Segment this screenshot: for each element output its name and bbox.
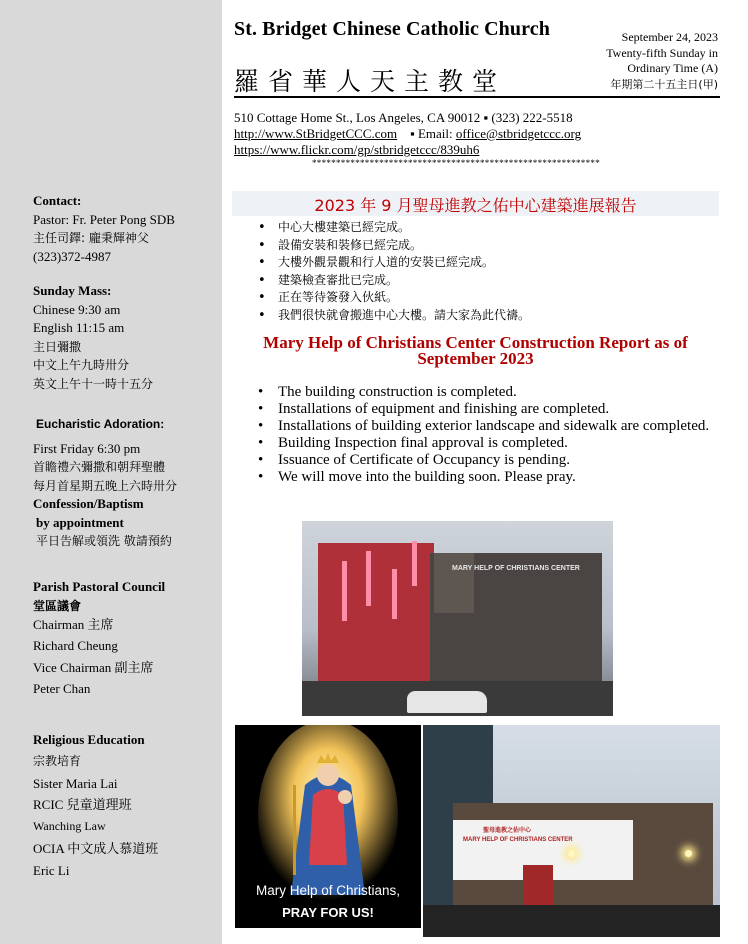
list-item: • 我們很快就會搬進中心大樓。請大家為此代禱。 xyxy=(258,307,530,325)
religious-heading: Religious Education xyxy=(33,732,145,747)
building-photo xyxy=(302,521,613,716)
list-item: • We will move into the building soon. Please pray. xyxy=(258,469,718,486)
mass-chinese-time: Chinese 9:30 am xyxy=(33,301,121,317)
holy-card-caption-1: Mary Help of Christians, xyxy=(255,883,401,898)
council-heading-cn: 堂區議會 xyxy=(33,598,82,613)
white-car xyxy=(407,691,487,713)
building-sign: MARY HELP OF CHRISTIANS CENTER xyxy=(452,565,580,572)
liturgical-day-1: Twenty-fifth Sunday in xyxy=(606,45,718,60)
address-block xyxy=(234,110,581,158)
ocia-label: OCIA 中文成人慕道班 xyxy=(33,840,159,856)
list-item: • 大樓外觀景觀和行人道的安裝已經完成。 xyxy=(258,254,530,272)
mass-cn-chinese-time: 中文上午九時卅分 xyxy=(33,358,130,372)
eric-name: Eric Li xyxy=(33,862,70,878)
list-item: • The building construction is completed. xyxy=(258,384,718,401)
holy-card-image xyxy=(235,725,421,928)
adoration-time: First Friday 6:30 pm xyxy=(33,440,141,456)
address-line: 510 Cottage Home St., Los Angeles, CA 90012 ▪ (323) 222-5518 xyxy=(234,110,573,125)
religious-heading-cn: 宗教培育 xyxy=(33,753,82,768)
bulletin-date: September 24, 2023 xyxy=(621,30,718,44)
pastor-name: Pastor: Fr. Peter Pong SDB xyxy=(33,211,175,227)
cn-report-title: 2023 年 9 月聖母進教之佑中心建築進展報告 xyxy=(314,196,637,215)
mass-cn-title: 主日彌撒 xyxy=(33,339,82,354)
window-light xyxy=(342,561,347,621)
church-name: St. Bridget Chinese Catholic Church xyxy=(234,18,550,40)
adoration-cn-1: 首瞻禮六彌撒和朝拜聖體 xyxy=(33,460,166,474)
sign-cn: 聖母進教之佑中心 xyxy=(483,828,532,834)
website-link[interactable]: http://www.StBridgetCCC.com xyxy=(234,126,398,141)
mass-english-time: English 11:15 am xyxy=(33,320,125,335)
mass-section xyxy=(33,282,219,393)
pastor-phone: (323)372-4987 xyxy=(33,248,111,264)
entrance-photo xyxy=(423,725,720,937)
window-light xyxy=(412,541,417,586)
date-block xyxy=(606,30,718,92)
contact-section xyxy=(33,192,219,266)
header-divider xyxy=(234,96,720,98)
list-item: • 中心大樓建築已經完成。 xyxy=(258,219,530,237)
window-light xyxy=(392,569,397,619)
flickr-link[interactable]: https://www.flickr.com/gp/stbridgetccc/839uh6 xyxy=(234,142,480,157)
council-heading: Parish Pastoral Council xyxy=(33,579,166,594)
religious-section xyxy=(33,729,219,882)
sign-en: MARY HELP OF CHRISTIANS CENTER xyxy=(463,837,573,843)
liturgical-day-2: Ordinary Time (A) xyxy=(627,61,718,75)
confession-cn: 平日告解或領洗 敬請預約 xyxy=(36,534,172,548)
cn-report-list xyxy=(258,219,530,324)
construction-fence xyxy=(423,905,720,937)
sister-name: Sister Maria Lai xyxy=(33,775,118,791)
wanching-name: Wanching Law xyxy=(33,819,106,834)
web-email-line xyxy=(234,126,581,142)
chairman-name: Richard Cheung xyxy=(33,638,118,653)
email-label: ▪ Email: xyxy=(410,126,456,141)
pastor-name-cn: 主任司鐸: 龐秉輝神父 xyxy=(33,231,149,245)
window-light xyxy=(366,551,371,606)
star-divider: ************************************************************ xyxy=(312,158,600,168)
list-item: • Installations of building exterior landscape and sidewalk are completed. xyxy=(258,418,718,435)
adoration-cn-2: 每月首星期五晚上六時卅分 xyxy=(33,478,178,493)
liturgical-day-cn: 年期第二十五主日(甲) xyxy=(610,77,718,91)
confession-heading: Confession/Baptism xyxy=(33,496,144,511)
vice-chairman-label: Vice Chairman 副主席 xyxy=(33,659,154,675)
list-item: • 設備安裝和裝修已經完成。 xyxy=(258,237,530,255)
list-item: • 正在等待簽發入伙紙。 xyxy=(258,289,530,307)
list-item: • Issuance of Certificate of Occupancy is pending. xyxy=(258,452,718,469)
council-section xyxy=(33,576,219,700)
email-link[interactable]: office@stbridgetccc.org xyxy=(455,126,582,141)
light-fixture xyxy=(685,850,692,857)
facade-panel xyxy=(434,553,474,613)
light-fixture xyxy=(568,850,575,857)
door xyxy=(523,865,553,910)
church-name-cn: 羅省華人天主教堂 xyxy=(234,67,507,96)
confession-sub: by appointment xyxy=(36,514,124,530)
vice-chairman-name: Peter Chan xyxy=(33,681,91,696)
adoration-heading: Eucharistic Adoration: xyxy=(36,417,165,431)
mass-heading: Sunday Mass: xyxy=(33,283,112,298)
chairman-label: Chairman 主席 xyxy=(33,616,114,632)
en-report-list xyxy=(258,384,718,486)
mass-cn-english-time: 英文上午十一時十五分 xyxy=(33,376,154,391)
list-item: • 建築檢查審批已完成。 xyxy=(258,272,530,290)
rcic-label: RCIC 兒童道理班 xyxy=(33,797,132,813)
holy-card-caption-2: PRAY FOR US! xyxy=(282,905,374,920)
list-item: • Building Inspection final approval is completed. xyxy=(258,435,718,452)
en-report-title: Mary Help of Christians Center Construction Report as of September 2023 xyxy=(263,333,688,368)
list-item: • Installations of equipment and finishing are completed. xyxy=(258,401,718,418)
contact-heading: Contact: xyxy=(33,193,82,208)
adoration-section xyxy=(33,415,219,551)
sidebar xyxy=(0,0,222,944)
